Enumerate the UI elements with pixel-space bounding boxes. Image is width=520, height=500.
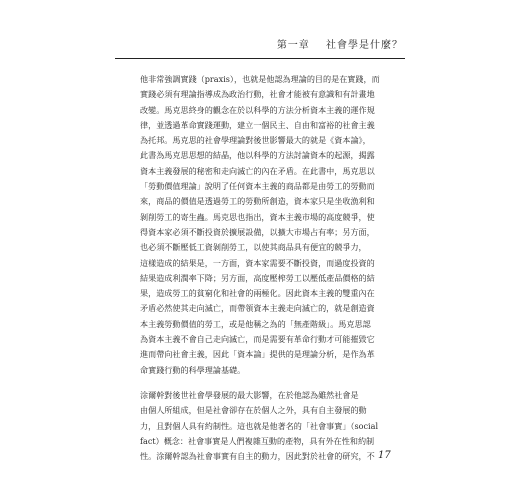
text-line: 矛盾必然使其走向滅亡，而帶領資本主義走向滅亡的，就是創造資 [140, 303, 375, 314]
running-header [277, 36, 403, 51]
text-line: 得資本家必須不斷投資於擴展設備，以擴大市場占有率；另方面， [140, 226, 375, 237]
chapter-title: 社會學是什麼？ [326, 40, 403, 51]
text-line: 剝削勞工的寄生蟲。馬克思也指出，資本主義市場的高度競爭，使 [140, 211, 375, 222]
page-number: 17 [378, 450, 391, 461]
chapter-label: 第一章 [276, 40, 310, 51]
text-line: 資本主義發展的秘密和走向滅亡的內在矛盾。在此書中，馬克思以 [140, 165, 375, 176]
text-line: 涂爾幹對後世社會學發展的最大影響，在於他認為雖然社會是 [140, 389, 359, 400]
text-line: 果，造成勞工的貧窮化和社會的兩極化。因此資本主義的雙重內在 [140, 288, 375, 299]
paragraph [140, 388, 380, 464]
text-line: 他非常強調實踐（praxis），也就是他認為理論的目的是在實踐，而 [140, 74, 380, 84]
header-rule [115, 58, 405, 59]
text-line: 力，且對個人具有約制性。這也就是他著名的「社會事實」（social [140, 420, 379, 431]
text-line: 此書為馬克思思想的結晶，他以科學的方法討論資本的起源，揭露 [140, 150, 375, 161]
text-line: 性。涂爾幹認為社會事實有自主的動力，因此對於社會的研究，不 [140, 451, 375, 462]
text-line: 為資本主義不會自己走向滅亡，而是需要有革命行動才可能摧毀它 [140, 334, 375, 345]
text-line: 「勞動價值理論」說明了任何資本主義的商品都是由勞工的勞動而 [140, 181, 375, 192]
paragraph [140, 72, 380, 378]
text-line: 本主義勞動價值的勞工，或是他稱之為的「無產階級」。馬克思認 [140, 318, 371, 329]
text-line: 由個人所組成，但是社會卻存在於個人之外，具有自主發展的動 [140, 405, 367, 416]
text-line: 也必須不斷壓低工資剝削勞工，以使其商品具有便宜的競爭力， [140, 242, 367, 253]
text-line: 這樣造成的結果是，一方面，資本家需要不斷投資，而過度投資的 [140, 257, 375, 268]
text-line: 來，商品的價值是透過勞工的勞動所創造，資本家只是坐收漁利和 [140, 196, 375, 207]
text-line: 實踐必須有理論指導成為政治行動，社會才能被有意識和有計畫地 [140, 89, 375, 100]
text-line: 律，並透過革命實踐運動，建立一個民主、自由和富裕的社會主義 [140, 119, 375, 130]
body-text [140, 72, 380, 464]
text-line: 命實踐行動的科學理論基礎。 [140, 364, 246, 375]
paragraph-gap [140, 378, 380, 388]
text-line: fact）概念：社會事實是人們複雜互動的產物，具有外在性和約制 [140, 435, 375, 446]
text-line: 結果造成利潤率下降；另方面，高度壓榨勞工以壓低產品價格的結 [140, 272, 375, 283]
text-line: 為托邦。馬克思的社會學理論對後世影響最大的就是《資本論》， [140, 135, 371, 146]
text-line: 進而帶向社會主義，因此「資本論」提供的是理論分析，是作為革 [140, 349, 375, 360]
text-line: 改變。馬克思終身的觀念在於以科學的方法分析資本主義的運作規 [140, 104, 375, 115]
